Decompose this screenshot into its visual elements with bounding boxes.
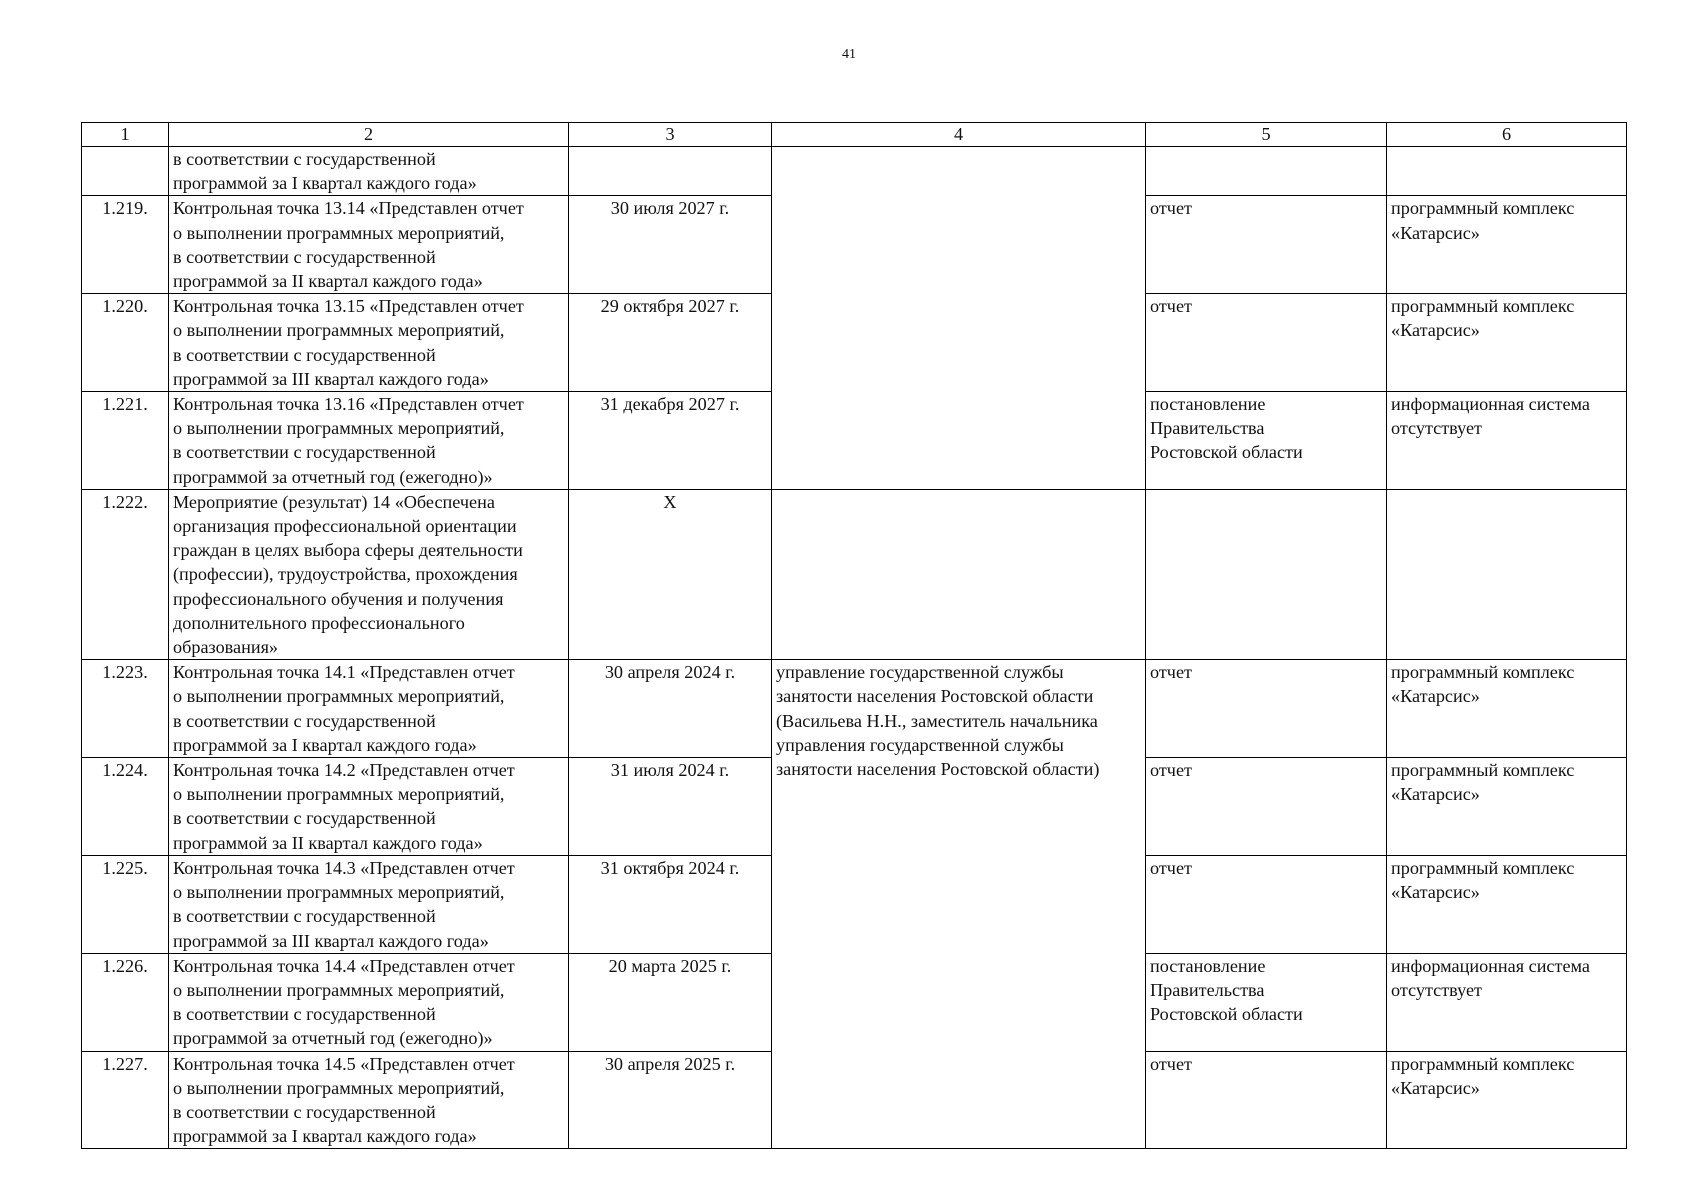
information-system-cell: информационная система отсутствует bbox=[1387, 392, 1627, 490]
date-cell: 30 июля 2027 г. bbox=[569, 196, 772, 294]
document-type-cell: отчет bbox=[1146, 294, 1387, 392]
description-cell: Контрольная точка 14.5 «Представлен отчет о выполнении программных мероприятий, в соответствии с государственной программой за I квартал каждого года» bbox=[169, 1051, 569, 1149]
control-points-table bbox=[81, 122, 1627, 1149]
date-cell: 31 июля 2024 г. bbox=[569, 758, 772, 856]
description-cell: Контрольная точка 14.3 «Представлен отчет о выполнении программных мероприятий, в соответствии с государственной программой за III квартал каждого года» bbox=[169, 855, 569, 953]
date-cell: 30 апреля 2024 г. bbox=[569, 660, 772, 758]
description-cell: Контрольная точка 14.1 «Представлен отчет о выполнении программных мероприятий, в соответствии с государственной программой за I квартал каждого года» bbox=[169, 660, 569, 758]
document-type-cell: отчет bbox=[1146, 1051, 1387, 1149]
information-system-cell: программный комплекс «Катарсис» bbox=[1387, 196, 1627, 294]
row-number-cell: 1.222. bbox=[82, 489, 169, 659]
row-number-cell bbox=[82, 147, 169, 196]
date-cell: 31 декабря 2027 г. bbox=[569, 392, 772, 490]
row-number-cell: 1.221. bbox=[82, 392, 169, 490]
date-cell: 20 марта 2025 г. bbox=[569, 953, 772, 1051]
column-header-5: 5 bbox=[1146, 123, 1387, 147]
description-cell: Контрольная точка 13.14 «Представлен отчет о выполнении программных мероприятий, в соответствии с государственной программой за II квартал каждого года» bbox=[169, 196, 569, 294]
responsible-cell bbox=[772, 489, 1146, 659]
column-header-2: 2 bbox=[169, 123, 569, 147]
table-row bbox=[82, 489, 1627, 659]
responsible-cell: управление государственной службы занятости населения Ростовской области (Васильева Н.Н., заместитель начальника управления государственной службы занятости населения Ростовской области) bbox=[772, 660, 1146, 1149]
document-type-cell: отчет bbox=[1146, 660, 1387, 758]
information-system-cell: информационная система отсутствует bbox=[1387, 953, 1627, 1051]
document-type-cell: отчет bbox=[1146, 855, 1387, 953]
information-system-cell: программный комплекс «Катарсис» bbox=[1387, 660, 1627, 758]
row-number-cell: 1.219. bbox=[82, 196, 169, 294]
row-number-cell: 1.227. bbox=[82, 1051, 169, 1149]
document-type-cell bbox=[1146, 147, 1387, 196]
document-type-cell: отчет bbox=[1146, 196, 1387, 294]
description-cell: Мероприятие (результат) 14 «Обеспечена организация профессиональной ориентации граждан в целях выбора сферы деятельности (профессии), трудоустройства, прохождения профессионального обучения и получения дополнительного профессионального образования» bbox=[169, 489, 569, 659]
date-cell: X bbox=[569, 489, 772, 659]
column-header-4: 4 bbox=[772, 123, 1146, 147]
description-cell: Контрольная точка 13.16 «Представлен отчет о выполнении программных мероприятий, в соответствии с государственной программой за отчетный год (ежегодно)» bbox=[169, 392, 569, 490]
row-number-cell: 1.223. bbox=[82, 660, 169, 758]
date-cell: 29 октября 2027 г. bbox=[569, 294, 772, 392]
description-cell: Контрольная точка 13.15 «Представлен отчет о выполнении программных мероприятий, в соответствии с государственной программой за III квартал каждого года» bbox=[169, 294, 569, 392]
column-header-1: 1 bbox=[82, 123, 169, 147]
row-number-cell: 1.220. bbox=[82, 294, 169, 392]
description-cell: Контрольная точка 14.2 «Представлен отчет о выполнении программных мероприятий, в соответствии с государственной программой за II квартал каждого года» bbox=[169, 758, 569, 856]
description-cell: Контрольная точка 14.4 «Представлен отчет о выполнении программных мероприятий, в соответствии с государственной программой за отчетный год (ежегодно)» bbox=[169, 953, 569, 1051]
page-number: 41 bbox=[842, 47, 856, 62]
date-cell: 31 октября 2024 г. bbox=[569, 855, 772, 953]
information-system-cell: программный комплекс «Катарсис» bbox=[1387, 1051, 1627, 1149]
information-system-cell: программный комплекс «Катарсис» bbox=[1387, 294, 1627, 392]
document-type-cell: отчет bbox=[1146, 758, 1387, 856]
document-type-cell: постановление Правительства Ростовской области bbox=[1146, 392, 1387, 490]
document-type-cell bbox=[1146, 489, 1387, 659]
responsible-cell bbox=[772, 147, 1146, 490]
date-cell: 30 апреля 2025 г. bbox=[569, 1051, 772, 1149]
description-cell: в соответствии с государственной программой за I квартал каждого года» bbox=[169, 147, 569, 196]
row-number-cell: 1.226. bbox=[82, 953, 169, 1051]
information-system-cell: программный комплекс «Катарсис» bbox=[1387, 758, 1627, 856]
table-row bbox=[82, 147, 1627, 196]
document-type-cell: постановление Правительства Ростовской области bbox=[1146, 953, 1387, 1051]
column-header-3: 3 bbox=[569, 123, 772, 147]
column-header-6: 6 bbox=[1387, 123, 1627, 147]
information-system-cell bbox=[1387, 147, 1627, 196]
header-row bbox=[82, 123, 1627, 147]
row-number-cell: 1.225. bbox=[82, 855, 169, 953]
information-system-cell: программный комплекс «Катарсис» bbox=[1387, 855, 1627, 953]
date-cell bbox=[569, 147, 772, 196]
information-system-cell bbox=[1387, 489, 1627, 659]
row-number-cell: 1.224. bbox=[82, 758, 169, 856]
table-row bbox=[82, 660, 1627, 758]
